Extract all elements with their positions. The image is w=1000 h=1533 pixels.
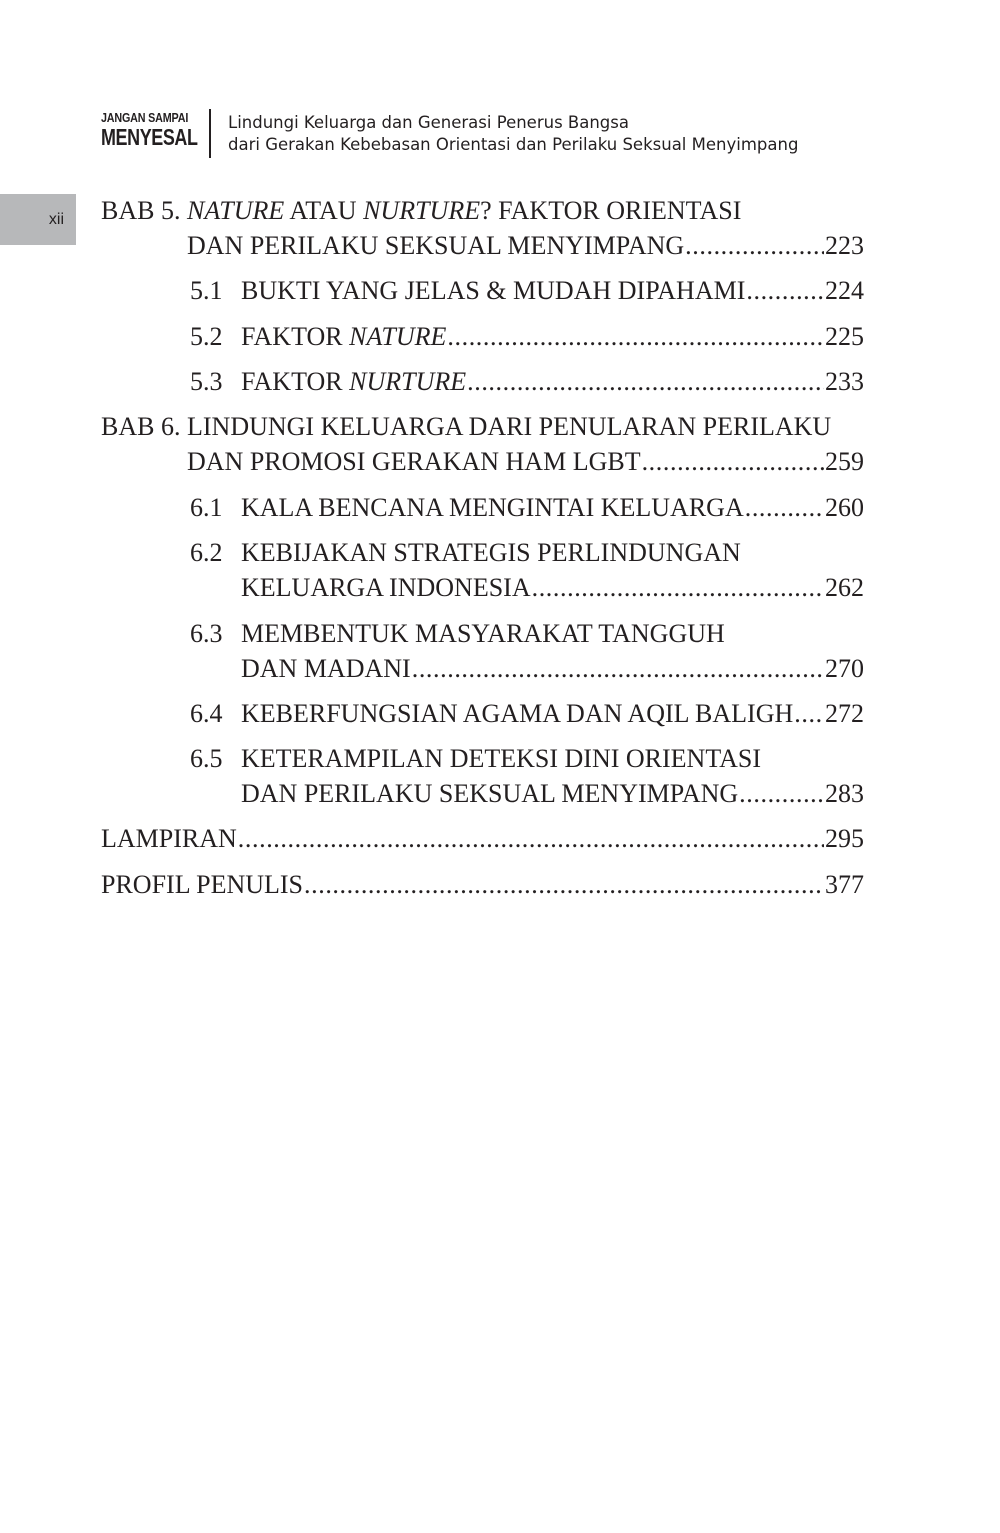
- toc-page-number: 259: [825, 447, 864, 476]
- toc-item-number: 6.2: [190, 538, 223, 567]
- toc-item-6-5-line1: [101, 742, 864, 776]
- toc-page-number: 260: [825, 493, 864, 522]
- title-italic: NATURE: [349, 322, 447, 351]
- toc-page-number: 262: [825, 573, 864, 602]
- toc-chapter-6-line2[interactable]: [101, 445, 864, 479]
- toc-item-5-1[interactable]: [101, 274, 864, 308]
- title-italic: NURTURE: [363, 196, 481, 225]
- toc-item-number: 6.5: [190, 744, 223, 773]
- header-divider: [209, 109, 211, 158]
- brand-bottom-text: MENYESAL: [101, 123, 198, 150]
- header-subtitle-line2: dari Gerakan Kebebasan Orientasi dan Perilaku Seksual Menyimpang: [228, 135, 799, 154]
- title-italic: NURTURE: [349, 367, 467, 396]
- header-subtitle-line1: Lindungi Keluarga dan Generasi Penerus Bangsa: [228, 113, 629, 132]
- dot-leader: [304, 868, 824, 902]
- toc-title: DAN PROMOSI GERAKAN HAM LGBT: [187, 447, 641, 476]
- toc-title: KELUARGA INDONESIA: [241, 573, 531, 602]
- toc-chapter-5-line1: [101, 194, 864, 228]
- toc-title: LAMPIRAN: [101, 824, 237, 853]
- toc-item-5-3[interactable]: [101, 365, 864, 399]
- toc-title: KETERAMPILAN DETEKSI DINI ORIENTASI: [241, 744, 762, 773]
- title-text: ? FAKTOR ORIENTASI: [480, 196, 742, 225]
- toc-title: DAN MADANI: [241, 654, 411, 683]
- toc-page-number: 233: [825, 367, 864, 396]
- toc-page-number: 377: [825, 870, 864, 899]
- toc-title: DAN PERILAKU SEKSUAL MENYIMPANG: [241, 779, 739, 808]
- toc-item-6-4[interactable]: [101, 697, 864, 731]
- toc-title: PROFIL PENULIS: [101, 870, 304, 899]
- toc-title: KEBERFUNGSIAN AGAMA DAN AQIL BALIGH: [241, 699, 794, 728]
- toc-title: KALA BENCANA MENGINTAI KELUARGA: [241, 493, 744, 522]
- title-italic: NATURE: [187, 196, 285, 225]
- toc-item-6-3-line1: [101, 617, 864, 651]
- toc-title: BUKTI YANG JELAS & MUDAH DIPAHAMI: [241, 276, 746, 305]
- dot-leader: [412, 652, 824, 686]
- title-text: ATAU: [284, 196, 364, 225]
- dot-leader: [467, 365, 824, 399]
- dot-leader: [685, 229, 824, 263]
- toc-chapter-6-line1: [101, 410, 864, 444]
- toc-title: [241, 320, 446, 354]
- title-text: FAKTOR: [241, 322, 350, 351]
- header-subtitle: [228, 112, 798, 156]
- toc-chapter-title: [187, 194, 741, 228]
- dot-leader: [642, 445, 824, 479]
- toc-item-6-2-line2[interactable]: [101, 571, 864, 605]
- toc-chapter-5-line2[interactable]: [101, 229, 864, 263]
- toc-item-6-5-line2[interactable]: [101, 777, 864, 811]
- book-brand-logo: [101, 112, 197, 149]
- dot-leader: [745, 491, 824, 525]
- toc-item-number: 6.3: [190, 619, 223, 648]
- toc-item-5-2[interactable]: [101, 320, 864, 354]
- toc-page-number: 225: [825, 322, 864, 351]
- toc-title: MEMBENTUK MASYARAKAT TANGGUH: [241, 619, 725, 648]
- toc-page-number: 223: [825, 231, 864, 260]
- page-number: xii: [48, 210, 64, 228]
- dot-leader: [532, 571, 824, 605]
- toc-item-6-3-line2[interactable]: [101, 652, 864, 686]
- toc-title: KEBIJAKAN STRATEGIS PERLINDUNGAN: [241, 538, 741, 567]
- toc-chapter-label: BAB 6.: [101, 412, 181, 441]
- toc-page-number: 270: [825, 654, 864, 683]
- toc-item-6-2-line1: [101, 536, 864, 570]
- toc-title: DAN PERILAKU SEKSUAL MENYIMPANG: [187, 231, 685, 260]
- toc-page-number: 295: [825, 824, 864, 853]
- dot-leader: [447, 320, 824, 354]
- toc-chapter-title: LINDUNGI KELUARGA DARI PENULARAN PERILAKU: [187, 412, 832, 441]
- dot-leader: [238, 822, 824, 856]
- dot-leader: [739, 777, 824, 811]
- dot-leader: [746, 274, 824, 308]
- toc-page-number: 272: [825, 699, 864, 728]
- dot-leader: [794, 697, 824, 731]
- toc-profil-penulis[interactable]: [101, 868, 864, 902]
- toc-item-number: 5.3: [190, 367, 223, 396]
- toc-page-number: 224: [825, 276, 864, 305]
- toc-item-number: 6.1: [190, 493, 223, 522]
- title-text: FAKTOR: [241, 367, 350, 396]
- toc-item-number: 5.1: [190, 276, 223, 305]
- brand-top-text: JANGAN SAMPAI: [101, 111, 189, 125]
- toc-item-number: 5.2: [190, 322, 223, 351]
- toc-item-6-1[interactable]: [101, 491, 864, 525]
- toc-item-number: 6.4: [190, 699, 223, 728]
- toc-title: [241, 365, 466, 399]
- page-number-tab: [0, 194, 76, 245]
- toc-page-number: 283: [825, 779, 864, 808]
- toc-lampiran[interactable]: [101, 822, 864, 856]
- toc-chapter-label: BAB 5.: [101, 196, 181, 225]
